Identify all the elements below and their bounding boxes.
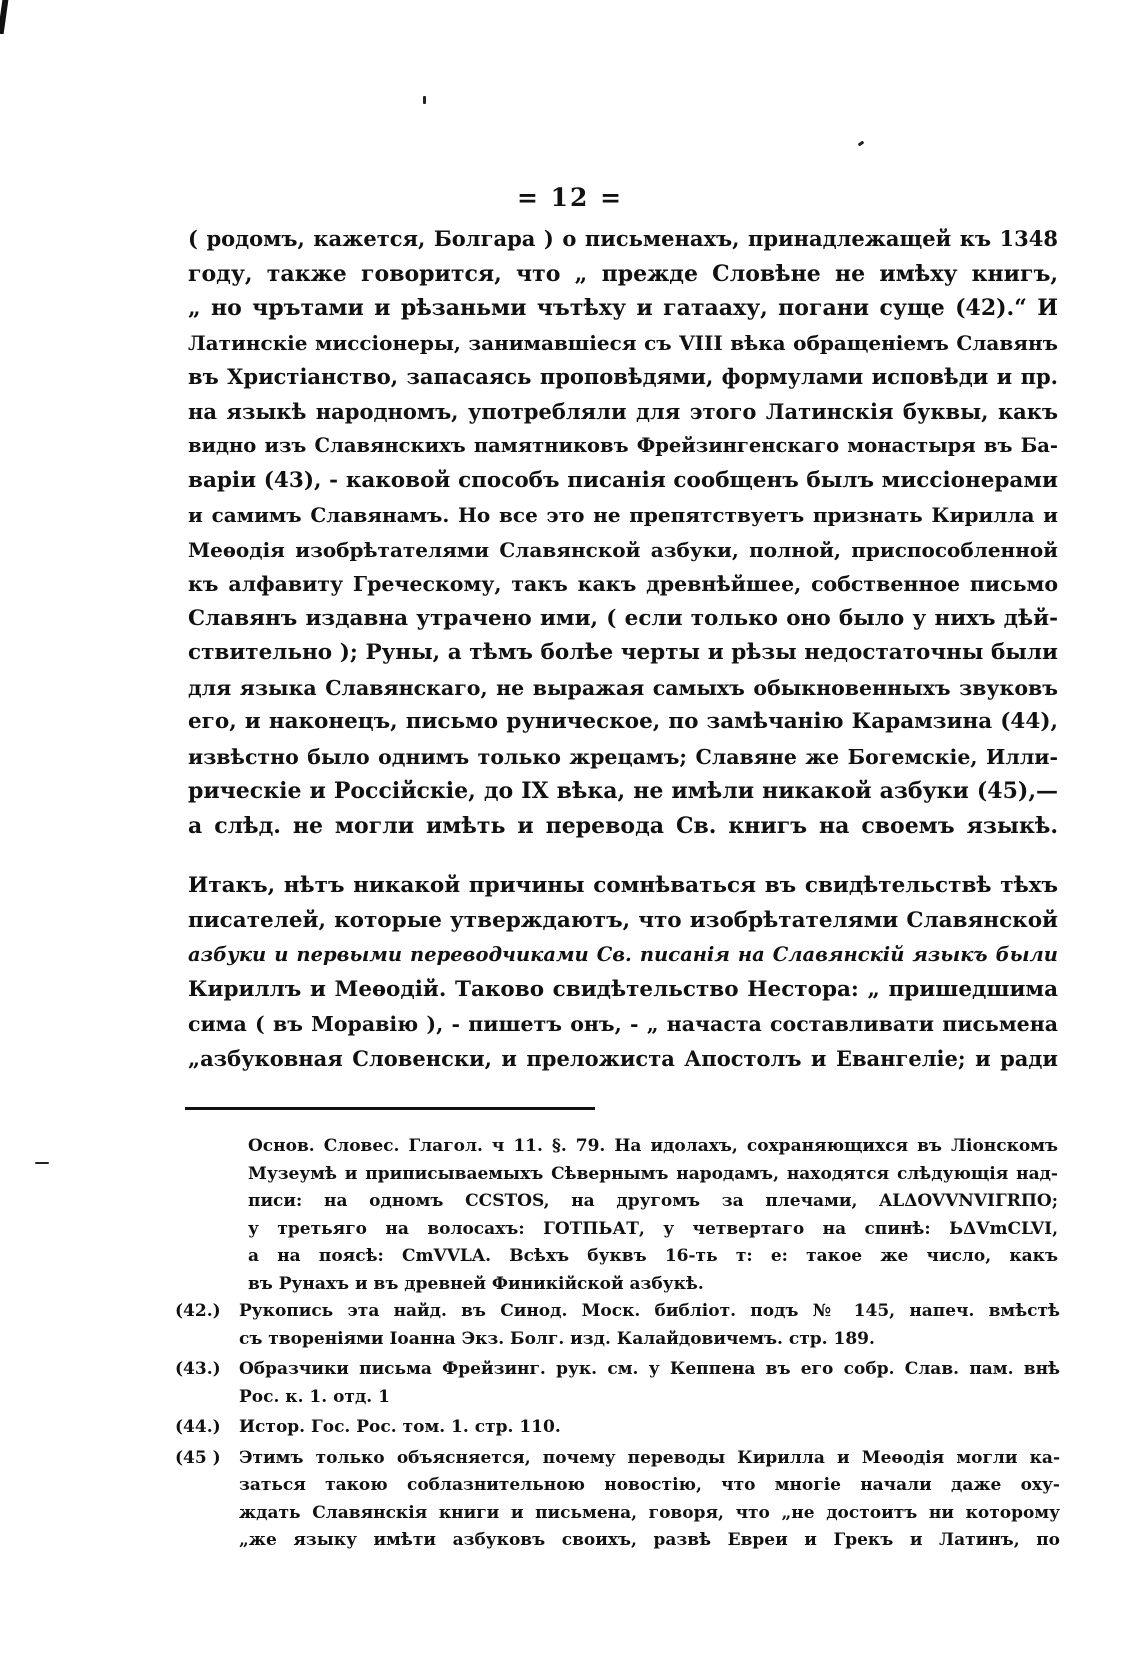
text-line: а слѣд. не могли имѣть и перевода Св. книгъ на своемъ языкѣ. [188,812,1058,839]
footnote-label: (42.) [175,1301,221,1321]
text-line: его, и наконецъ, письмо руническое, по замѣчанію Карамзина (44), [188,709,1058,734]
text-line: Меѳодія изобрѣтателями Славянской азбуки, полной, приспособленной [188,537,1058,562]
text-line: ( родомъ, кажется, Болгара ) о письменахъ, принадлежащей къ 1348 [188,226,1058,251]
footnotes [175,1298,1060,1558]
footnote-label: (45 ) [175,1447,221,1468]
text-line: и самимъ Славянамъ. Но все это не препятствуетъ признать Кирилла и [188,503,1058,527]
footnote-line: въ Рунахъ и въ древней Финикійской азбукѣ. [248,1273,704,1294]
footnote-line: Образчики письма Фрейзинг. рук. см. у Кеппена въ его собр. Слав. пам. внѣ [239,1359,1060,1379]
footnote-45 [175,1445,1060,1555]
text-line: азбуки и первыми переводчиками Св. писанія на Славянскій языкъ были [188,943,1058,966]
text-line: году, также говорится, что „ прежде Словѣне не имѣху книгъ, [188,260,1058,287]
text-line: Латинскіе миссіонеры, занимавшіеся съ VIII вѣка обращеніемъ Славянъ [188,330,1058,355]
footnote-label: (44.) [175,1417,221,1437]
footnote-continuation [248,1133,1058,1298]
footnote-line: Истор. Гос. Рос. том. 1. стр. 110. [239,1417,561,1437]
footnote-43 [175,1356,1060,1411]
text-line: видно изъ Славянскихъ памятниковъ Фрейзингенскаго монастыря въ Ба- [188,434,1058,457]
text-line: писателей, которые утверждаютъ, что изобрѣтателями Славянской [188,907,1058,933]
footnote-line: Этимъ только объясняется, почему переводы Кирилла и Меѳодія могли ка- [239,1447,1060,1468]
text-line: ствительно ); Руны, а тѣмъ болѣе черты и рѣзы недостаточны были [188,640,1058,665]
scan-speck [35,1162,49,1164]
paragraph-2 [188,869,1058,1076]
footnote-42 [175,1298,1060,1353]
footnote-line: „же языку имѣти азбуковъ своихъ, развѣ Евреи и Грекъ и Латинъ, по [239,1530,1060,1550]
footnote-line: у третьяго на волосахъ: ГОТПЬАТ, у четвертаго на спинѣ: ЬΔVmCLVI, [248,1218,1058,1239]
footnote-line: Музеумѣ и приписываемыхъ Сѣвернымъ народамъ, находятся слѣдующія над- [248,1163,1058,1184]
text-line: на языкѣ народномъ, употребляли для этого Латинскія буквы, какъ [188,398,1058,424]
footnote-line: а на поясѣ: CmVVLA. Всѣхъ буквъ 16-ть т: е: такое же число, какъ [248,1246,1058,1266]
paragraph-1 [188,222,1058,843]
footnote-line: Рукопись эта найд. въ Синод. Моск. библіот. подъ № 145, напеч. вмѣстѣ [239,1301,1060,1321]
footnote-line: съ твореніями Іоанна Экз. Болг. изд. Калайдовичемъ. стр. 189. [239,1328,875,1349]
text-line: извѣстно было однимъ только жрецамъ; Славяне же Богемскіе, Илли- [188,744,1058,769]
footnote-line: Основ. Словес. Глагол. ч 11. §. 79. На идолахъ, сохраняющихся въ Ліонскомъ [248,1136,1058,1156]
scan-edge-mark [0,0,8,34]
page-number: = 12 = [516,183,624,212]
footnote-line: Рос. к. 1. отд. 1 [239,1386,390,1407]
text-line: сима ( въ Моравію ), - пишетъ онъ, - „ начаста составливати письмена [188,1012,1058,1036]
footnote-label: (43.) [175,1359,221,1379]
footnote-44 [175,1414,1060,1442]
footnote-line: ждать Славянскія книги и письмена, говоря, что „не достоитъ ни которому [239,1502,1060,1523]
footnote-separator [185,1107,595,1110]
text-line: „ но чрътами и рѣзаньми чътѣху и гатааху, погани суще (42).“ И [188,295,1058,321]
text-line: Итакъ, нѣтъ никакой причины сомнѣваться въ свидѣтельствѣ тѣхъ [188,873,1058,898]
footnote-line: писи: на одномъ CCSTOS, на другомъ за плечами, ALΔOVVNVIГRПO; [248,1191,1058,1211]
text-line: Кириллъ и Меѳодій. Таково свидѣтельство Нестора: „ пришедшима [188,976,1058,1002]
text-line: „азбуковная Словенски, и преложиста Апостолъ и Евангеліе; и ради [188,1045,1058,1071]
scan-speck [858,141,865,147]
text-line: для языка Славянскаго, не выражая самыхъ обыкновенныхъ звуковъ [188,675,1058,700]
text-line: Славянъ издавна утрачено ими, ( если только оно было у нихъ дѣй- [188,605,1058,631]
text-line: къ алфавиту Греческому, такъ какъ древнѣйшее, собственное письмо [188,572,1058,596]
text-line: варіи (43), - каковой способъ писанія сообщенъ былъ миссіонерами [188,467,1058,493]
footnote-line: заться такою соблазнительною новостію, что многіе начали даже оху- [239,1475,1060,1495]
text-line: рическіе и Россійскіе, до IX вѣка, не имѣли никакой азбуки (45),— [188,778,1058,804]
scan-speck [423,96,426,104]
text-line: въ Христіанство, запасаясь проповѣдями, формулами исповѣди и пр. [188,364,1058,389]
